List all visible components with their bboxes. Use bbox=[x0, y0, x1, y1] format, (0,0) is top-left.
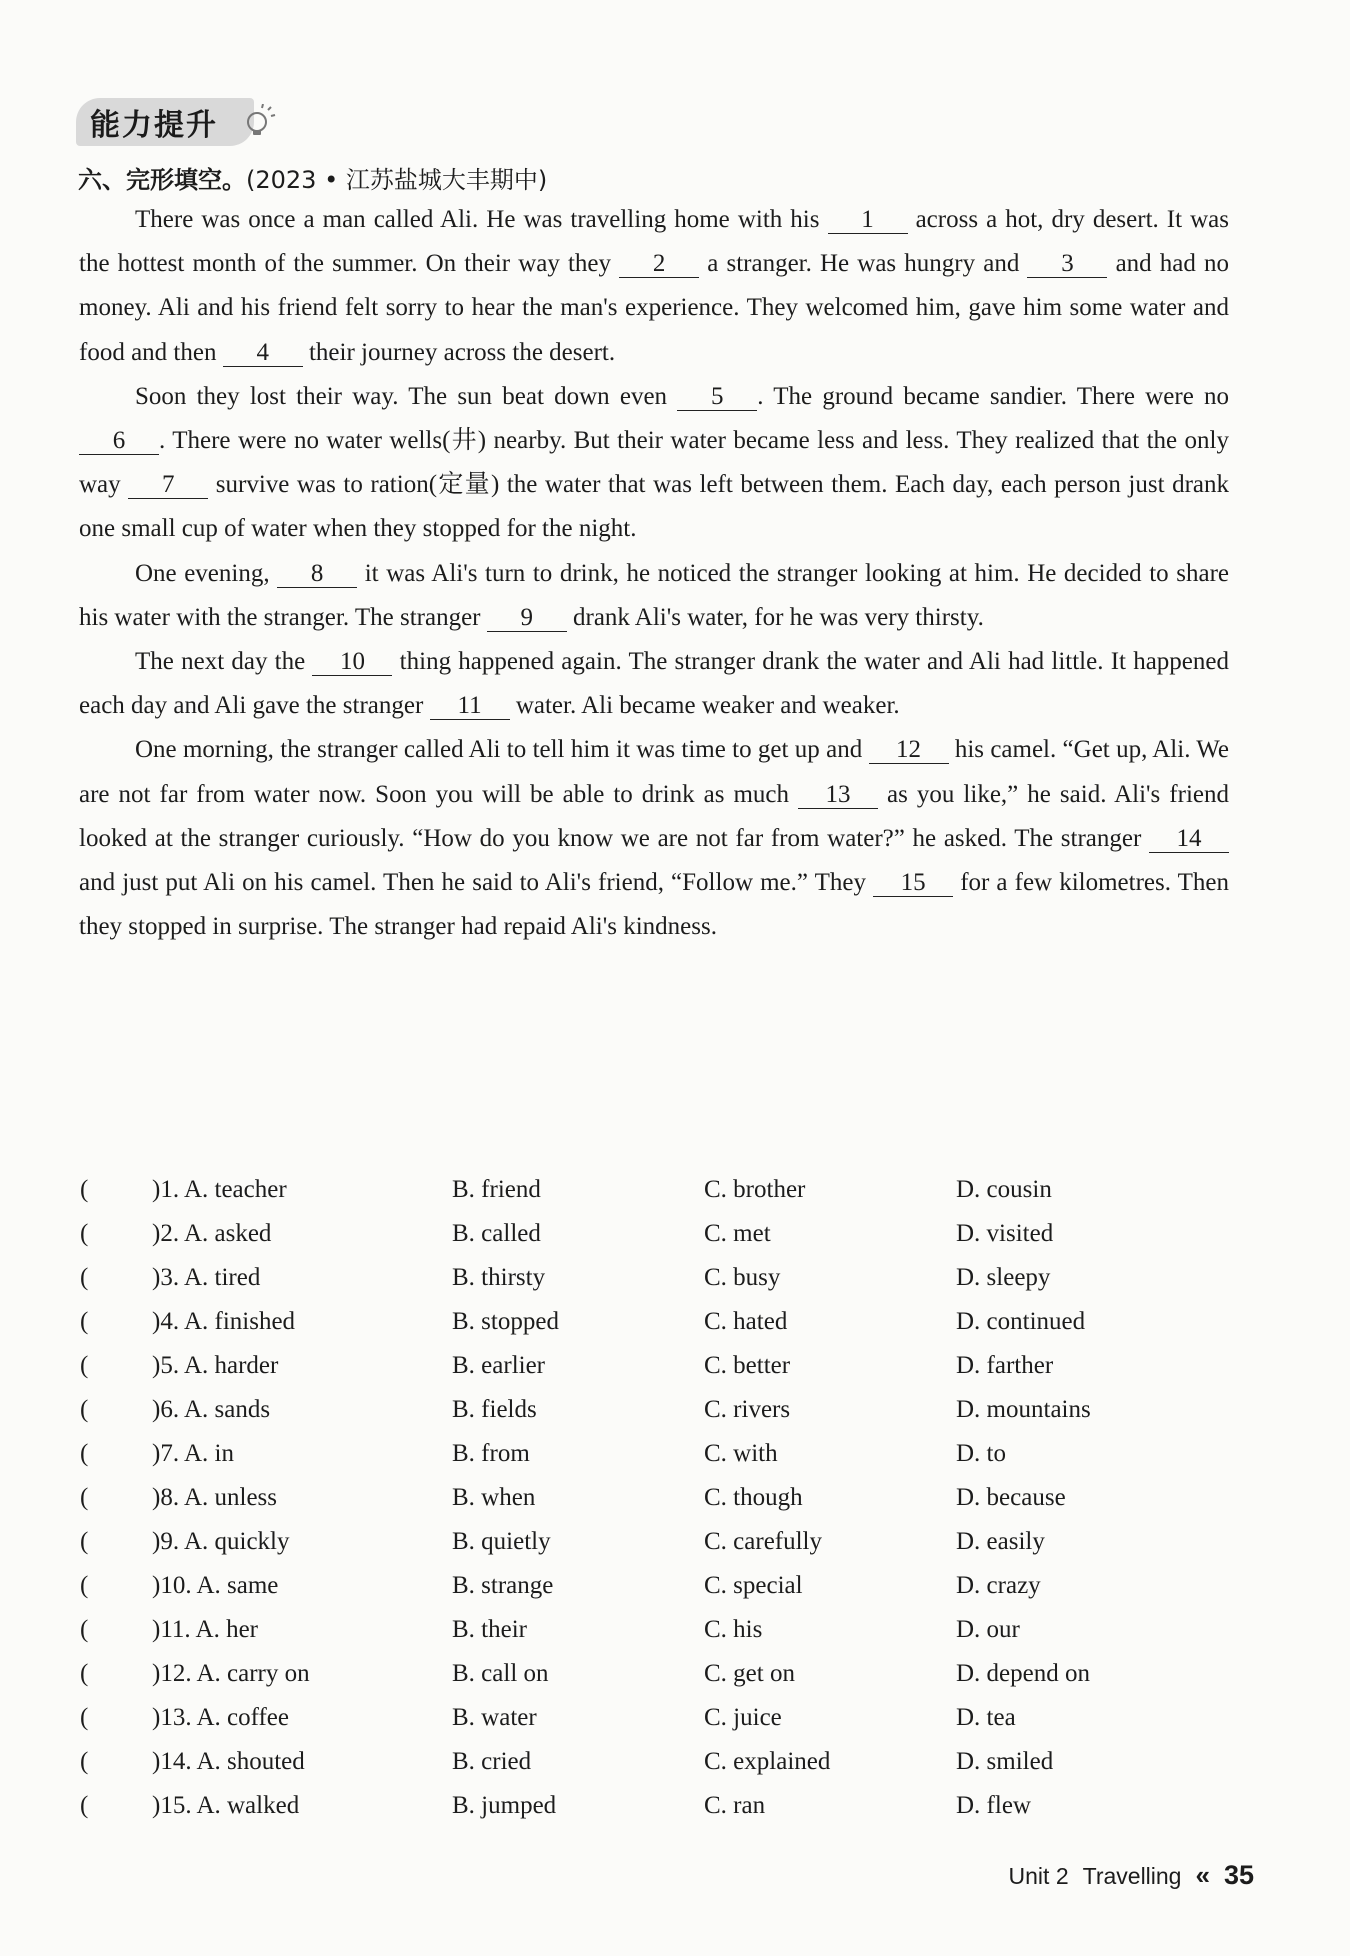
passage-text: There was once a man called Ali. He was travelling home with his bbox=[135, 206, 828, 233]
option-d[interactable]: D. visited bbox=[956, 1220, 1054, 1247]
option-row bbox=[80, 1168, 1230, 1212]
option-a[interactable]: )9. A. quickly bbox=[152, 1528, 290, 1555]
passage-text: The next day the bbox=[135, 648, 313, 676]
option-a[interactable]: )7. A. in bbox=[152, 1440, 234, 1467]
passage-text: drank Ali's water, for he was very thirsty. bbox=[566, 603, 984, 631]
blank-11[interactable]: 11 bbox=[430, 693, 510, 720]
option-b[interactable]: B. stopped bbox=[452, 1308, 559, 1335]
section-badge bbox=[76, 98, 254, 146]
blank-15[interactable]: 15 bbox=[873, 870, 953, 897]
exercise-title: 完形填空。 bbox=[126, 166, 246, 194]
option-d[interactable]: D. flew bbox=[956, 1792, 1031, 1819]
answer-paren[interactable]: ( bbox=[80, 1440, 89, 1467]
answer-paren[interactable]: ( bbox=[80, 1704, 89, 1731]
passage-text: One evening, bbox=[135, 559, 278, 587]
option-b[interactable]: B. from bbox=[452, 1440, 530, 1467]
option-d[interactable]: D. continued bbox=[956, 1308, 1086, 1335]
blank-8[interactable]: 8 bbox=[277, 561, 357, 588]
answer-paren[interactable]: ( bbox=[80, 1572, 89, 1599]
option-row bbox=[80, 1564, 1230, 1608]
option-row bbox=[80, 1696, 1230, 1740]
option-d[interactable]: D. cousin bbox=[956, 1176, 1052, 1203]
option-b[interactable]: B. their bbox=[452, 1616, 527, 1643]
blank-4[interactable]: 4 bbox=[223, 340, 303, 367]
blank-5[interactable]: 5 bbox=[677, 384, 757, 411]
option-c[interactable]: C. ran bbox=[704, 1792, 766, 1819]
answer-paren[interactable]: ( bbox=[80, 1176, 89, 1203]
option-b[interactable]: B. strange bbox=[452, 1572, 554, 1599]
answer-paren[interactable]: ( bbox=[80, 1352, 89, 1379]
passage-text: Soon they lost their way. The sun beat down even bbox=[135, 382, 678, 410]
option-c[interactable]: C. carefully bbox=[704, 1528, 823, 1555]
option-b[interactable]: B. jumped bbox=[452, 1792, 557, 1819]
passage-text: it was Ali's turn to drink, he noticed the stranger looking at him. He decided to share his water with the stranger. The stranger bbox=[79, 559, 1229, 631]
option-a[interactable]: )14. A. shouted bbox=[152, 1748, 305, 1775]
blank-14[interactable]: 14 bbox=[1149, 826, 1229, 853]
option-a[interactable]: )5. A. harder bbox=[152, 1352, 279, 1379]
passage-paragraph bbox=[79, 198, 1229, 375]
answer-options bbox=[80, 1168, 1230, 1828]
blank-6[interactable]: 6 bbox=[79, 428, 159, 455]
lightbulb-icon bbox=[242, 104, 276, 138]
option-c[interactable]: C. explained bbox=[704, 1748, 831, 1775]
page-footer bbox=[1009, 1860, 1254, 1891]
footer-unit: Unit 2 bbox=[1008, 1863, 1069, 1889]
answer-paren[interactable]: ( bbox=[80, 1792, 89, 1819]
blank-9[interactable]: 9 bbox=[487, 605, 567, 632]
exercise-source: (2023 • 江苏盐城大丰期中) bbox=[246, 166, 548, 194]
passage-text: their journey across the desert. bbox=[302, 338, 616, 366]
passage-paragraph bbox=[79, 552, 1229, 640]
option-c[interactable]: C. his bbox=[704, 1616, 763, 1643]
option-row bbox=[80, 1344, 1230, 1388]
option-d[interactable]: D. our bbox=[956, 1616, 1020, 1643]
option-row bbox=[80, 1784, 1230, 1828]
option-d[interactable]: D. because bbox=[956, 1484, 1066, 1511]
option-d[interactable]: D. tea bbox=[956, 1704, 1016, 1731]
option-d[interactable]: D. farther bbox=[956, 1352, 1054, 1379]
option-d[interactable]: D. depend on bbox=[956, 1660, 1090, 1687]
option-c[interactable]: C. get on bbox=[704, 1660, 795, 1687]
option-d[interactable]: D. mountains bbox=[956, 1396, 1091, 1423]
passage-text: as you like,” he said. Ali's friend looked at the stranger curiously. “How do you know we are not far from water?” he asked. The stranger bbox=[79, 780, 1229, 852]
answer-paren[interactable]: ( bbox=[80, 1528, 89, 1555]
option-b[interactable]: B. quietly bbox=[452, 1528, 551, 1555]
passage-paragraph bbox=[79, 728, 1229, 949]
answer-paren[interactable]: ( bbox=[80, 1748, 89, 1775]
option-c[interactable]: C. though bbox=[704, 1484, 803, 1511]
passage-paragraph bbox=[79, 375, 1229, 552]
answer-paren[interactable]: ( bbox=[80, 1308, 89, 1335]
passage-text: One morning, the stranger called Ali to tell him it was time to get up and bbox=[135, 736, 869, 764]
blank-1[interactable]: 1 bbox=[828, 207, 908, 234]
option-c[interactable]: C. with bbox=[704, 1440, 778, 1467]
page-number: 35 bbox=[1223, 1860, 1254, 1890]
answer-paren[interactable]: ( bbox=[80, 1484, 89, 1511]
passage-text: . There were no water wells(井) nearby. But their water became less and less. They realized that the only way bbox=[79, 427, 1229, 499]
option-row bbox=[80, 1520, 1230, 1564]
option-c[interactable]: C. special bbox=[704, 1572, 803, 1599]
blank-13[interactable]: 13 bbox=[798, 782, 878, 809]
option-b[interactable]: B. cried bbox=[452, 1748, 532, 1775]
passage-text: survive was to ration(定量) the water that was left between them. Each day, each person just drank one small cup of water when they stopped for the night. bbox=[79, 471, 1229, 543]
passage-text: and just put Ali on his camel. Then he said to Ali's friend, “Follow me.” They bbox=[79, 869, 874, 897]
option-d[interactable]: D. smiled bbox=[956, 1748, 1054, 1775]
option-a[interactable]: )11. A. her bbox=[152, 1616, 258, 1643]
option-d[interactable]: D. to bbox=[956, 1440, 1006, 1467]
option-c[interactable]: C. hated bbox=[704, 1308, 788, 1335]
answer-paren[interactable]: ( bbox=[80, 1616, 89, 1643]
answer-paren[interactable]: ( bbox=[80, 1220, 89, 1247]
option-d[interactable]: D. easily bbox=[956, 1528, 1045, 1555]
option-row bbox=[80, 1212, 1230, 1256]
cloze-passage bbox=[79, 198, 1229, 949]
option-b[interactable]: B. when bbox=[452, 1484, 536, 1511]
passage-text: and had no money. Ali and his friend felt sorry to hear the man's experience. They welcomed him, gave him some water and food and then bbox=[79, 250, 1230, 366]
option-b[interactable]: B. earlier bbox=[452, 1352, 546, 1379]
option-a[interactable]: )4. A. finished bbox=[152, 1308, 296, 1335]
option-a[interactable]: )8. A. unless bbox=[152, 1484, 277, 1511]
blank-7[interactable]: 7 bbox=[128, 472, 208, 499]
option-row bbox=[80, 1256, 1230, 1300]
blank-12[interactable]: 12 bbox=[869, 737, 949, 764]
option-row bbox=[80, 1300, 1230, 1344]
option-row bbox=[80, 1608, 1230, 1652]
option-c[interactable]: C. busy bbox=[704, 1264, 781, 1291]
option-b[interactable]: B. called bbox=[452, 1220, 541, 1247]
exercise-number: 六、 bbox=[78, 166, 126, 194]
option-c[interactable]: C. better bbox=[704, 1352, 791, 1379]
passage-paragraph bbox=[79, 640, 1229, 728]
passage-text: across a hot, dry desert. It was the hottest month of the summer. On their way they bbox=[79, 206, 1230, 278]
option-a[interactable]: )1. A. teacher bbox=[152, 1176, 287, 1203]
option-c[interactable]: C. brother bbox=[704, 1176, 806, 1203]
option-c[interactable]: C. rivers bbox=[704, 1396, 791, 1423]
answer-paren[interactable]: ( bbox=[80, 1660, 89, 1687]
footer-title: Travelling bbox=[1082, 1863, 1182, 1889]
option-d[interactable]: D. crazy bbox=[956, 1572, 1041, 1599]
option-a[interactable]: )2. A. asked bbox=[152, 1220, 272, 1247]
option-b[interactable]: B. water bbox=[452, 1704, 537, 1731]
exercise-heading bbox=[78, 160, 547, 195]
passage-text: . The ground became sandier. There were no bbox=[757, 382, 1230, 410]
option-row bbox=[80, 1388, 1230, 1432]
option-row bbox=[80, 1476, 1230, 1520]
double-chevron-left-icon: « bbox=[1195, 1860, 1210, 1890]
option-row bbox=[80, 1652, 1230, 1696]
option-a[interactable]: )6. A. sands bbox=[152, 1396, 271, 1423]
option-b[interactable]: B. fields bbox=[452, 1396, 537, 1423]
option-a[interactable]: )15. A. walked bbox=[152, 1792, 300, 1819]
option-a[interactable]: )12. A. carry on bbox=[152, 1660, 310, 1687]
option-row bbox=[80, 1432, 1230, 1476]
blank-2[interactable]: 2 bbox=[619, 251, 699, 278]
section-badge-label: 能力提升 bbox=[90, 108, 218, 143]
passage-text: for a few kilometres. Then they stopped in surprise. The stranger had repaid Ali's kindness. bbox=[79, 869, 1229, 941]
option-b[interactable]: B. thirsty bbox=[452, 1264, 546, 1291]
option-row bbox=[80, 1740, 1230, 1784]
blank-3[interactable]: 3 bbox=[1027, 251, 1107, 278]
answer-paren[interactable]: ( bbox=[80, 1264, 89, 1291]
passage-text: water. Ali became weaker and weaker. bbox=[509, 692, 900, 720]
answer-paren[interactable]: ( bbox=[80, 1396, 89, 1423]
option-b[interactable]: B. friend bbox=[452, 1176, 541, 1203]
option-c[interactable]: C. met bbox=[704, 1220, 771, 1247]
option-a[interactable]: )10. A. same bbox=[152, 1572, 279, 1599]
passage-text: thing happened again. The stranger drank the water and Ali had little. It happened each day and Ali gave the stranger bbox=[79, 648, 1229, 720]
option-a[interactable]: )3. A. tired bbox=[152, 1264, 261, 1291]
passage-text: his camel. “Get up, Ali. We are not far from water now. Soon you will be able to drink as much bbox=[79, 736, 1230, 808]
passage-text: a stranger. He was hungry and bbox=[699, 250, 1028, 278]
option-a[interactable]: )13. A. coffee bbox=[152, 1704, 289, 1731]
option-d[interactable]: D. sleepy bbox=[956, 1264, 1051, 1291]
blank-10[interactable]: 10 bbox=[312, 649, 392, 676]
option-b[interactable]: B. call on bbox=[452, 1660, 549, 1687]
option-c[interactable]: C. juice bbox=[704, 1704, 782, 1731]
